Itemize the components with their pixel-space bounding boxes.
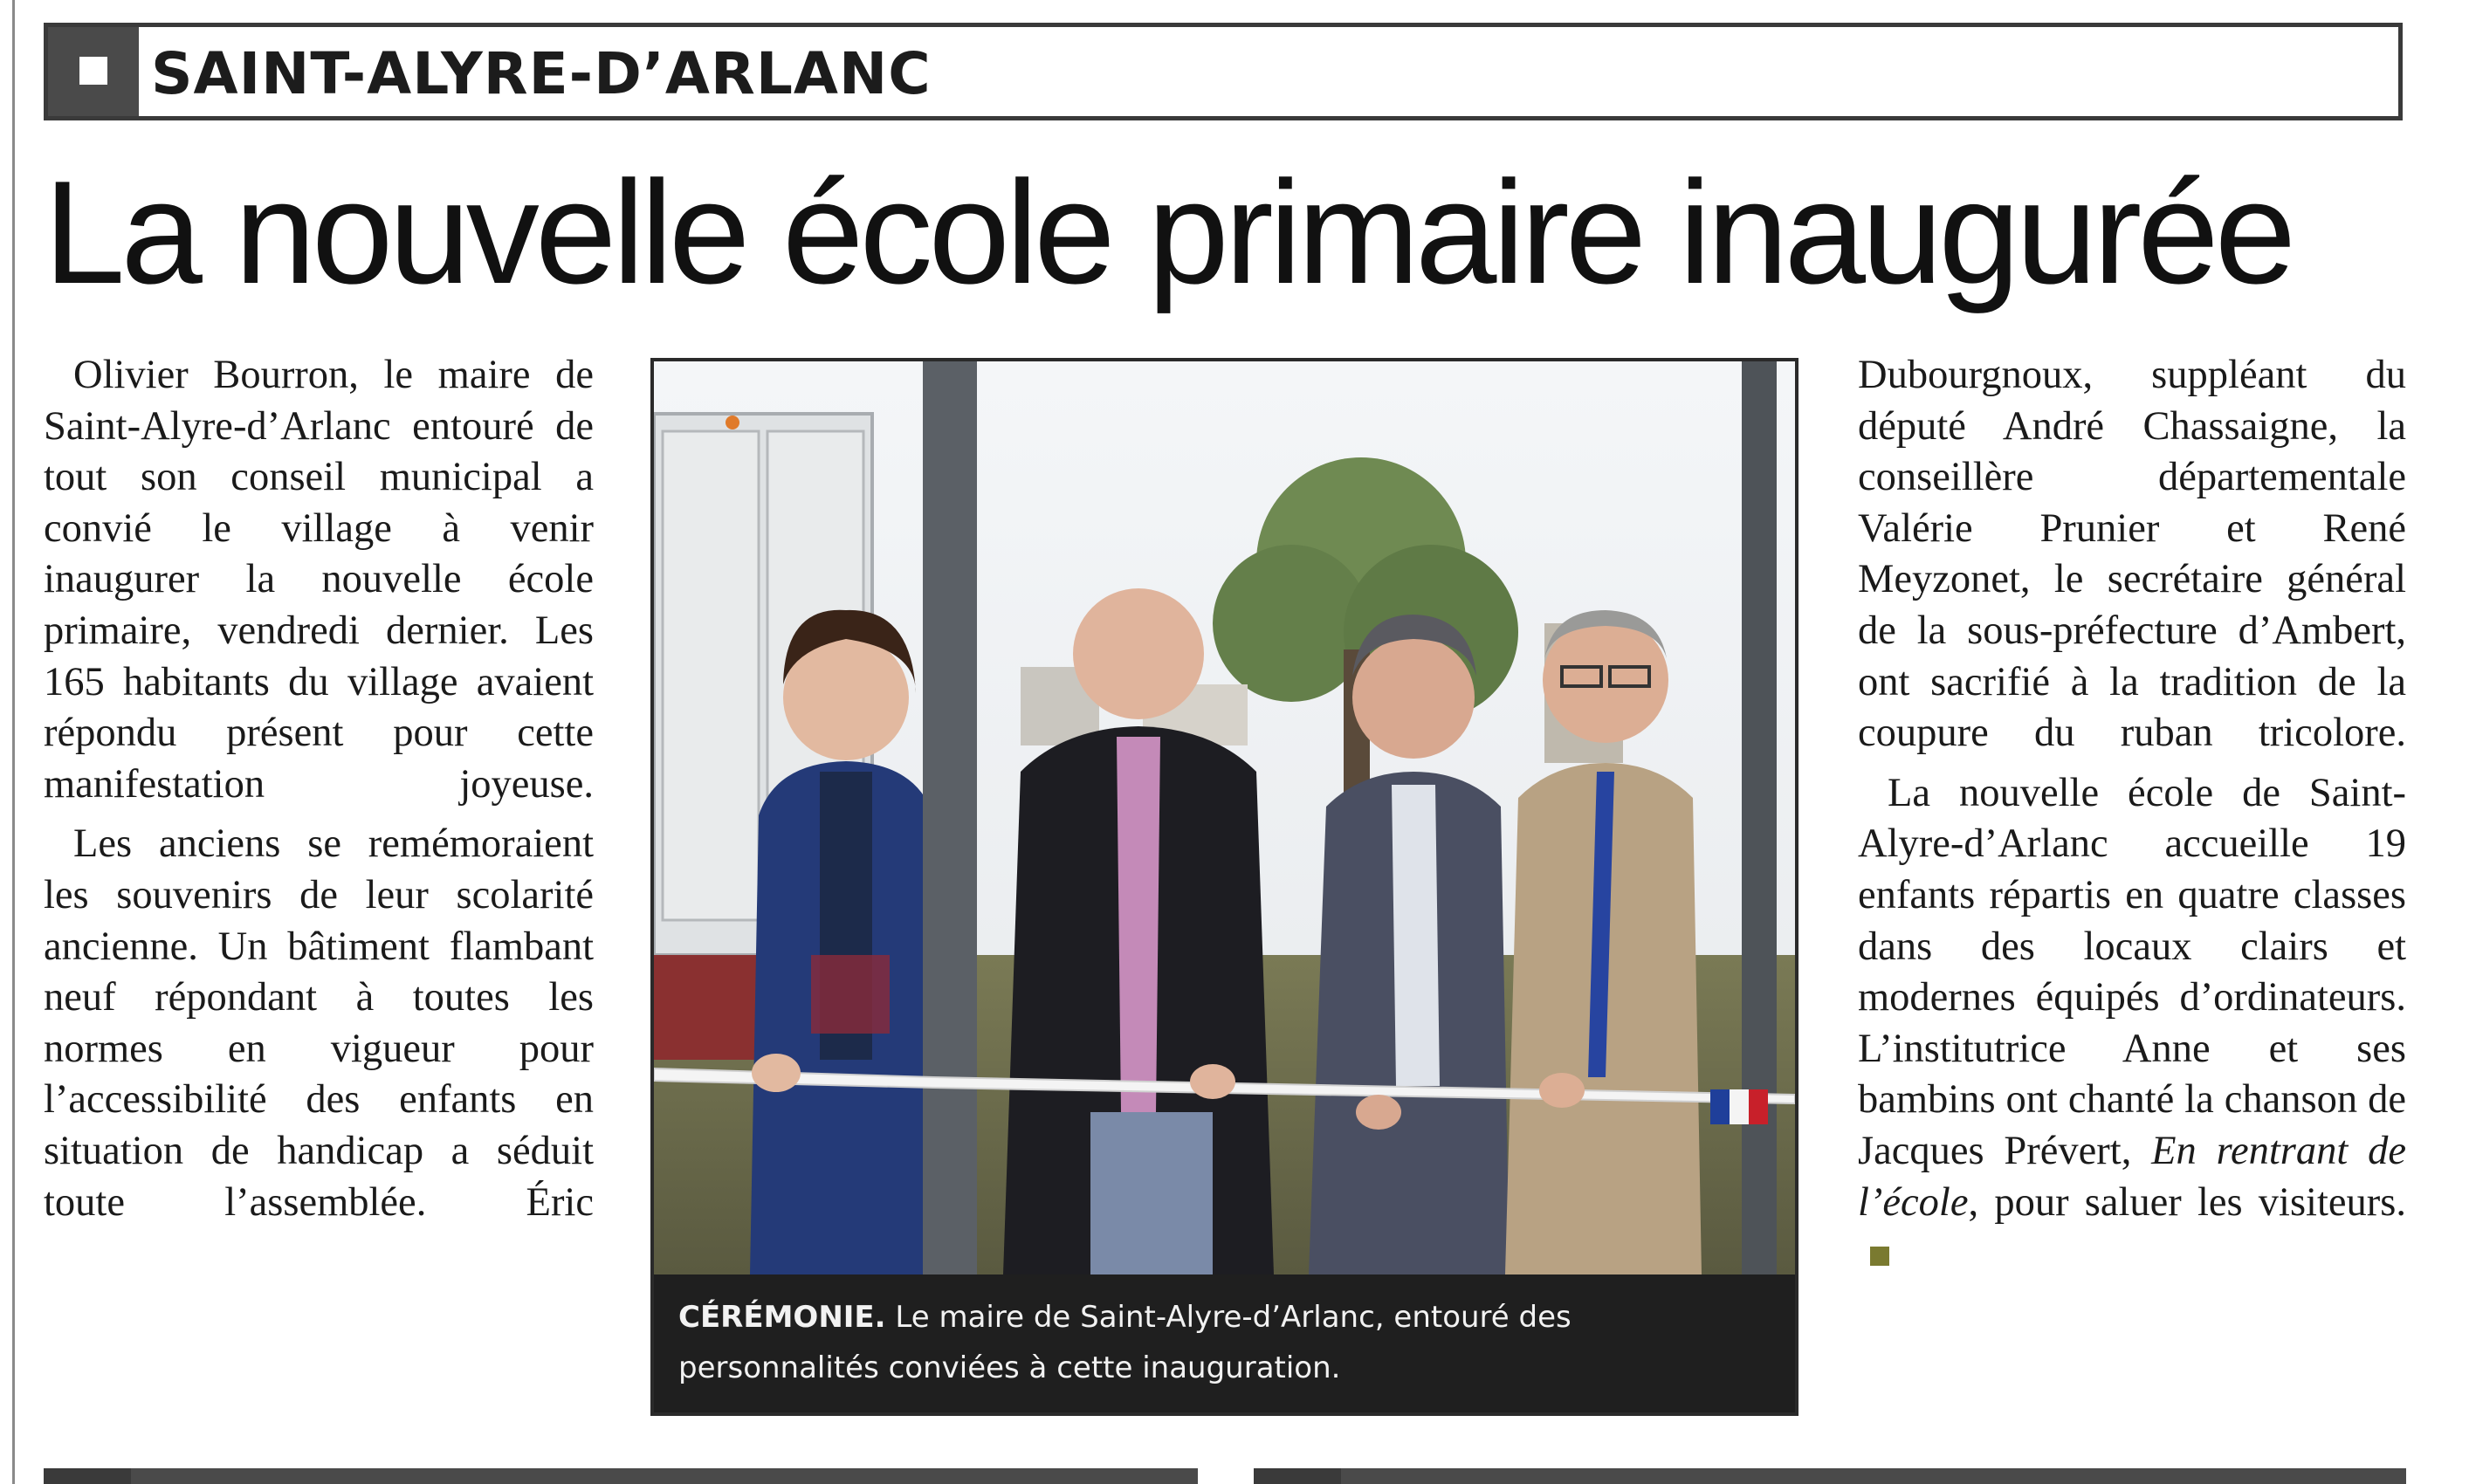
section-kicker: SAINT-ALYRE-D’ARLANC xyxy=(151,40,932,107)
next-article-square-right xyxy=(1254,1468,1341,1484)
next-article-bar-right xyxy=(1254,1468,2406,1484)
next-article-square-left xyxy=(44,1468,131,1484)
photo-caption xyxy=(654,1274,1795,1412)
paragraph-4-end: , pour saluer les visiteurs. xyxy=(1968,1179,2406,1225)
article-column-right xyxy=(1858,350,2406,1280)
article-headline: La nouvelle école primaire inaugurée xyxy=(44,150,2293,314)
paragraph-2: Les anciens se remémoraient les souvenirs de leur scolarité ancienne. Un bâtiment flambant neuf répondant à toutes les normes en vigueur pour l’accessibilité des enfants en situation de handicap a séduit toute l’assemblée. Éric xyxy=(44,821,594,1225)
paragraph-4 xyxy=(1858,768,2406,1280)
left-margin-rule xyxy=(12,0,15,1484)
song-title: En rentrant de l’école xyxy=(1858,1128,2406,1225)
kicker-square-inner xyxy=(79,57,107,85)
article-photo xyxy=(650,358,1798,1416)
paragraph-4-text: La nouvelle école de Saint-Alyre-d’Arlanc accueille 19 enfants répartis en quatre classes dans des locaux clairs et modernes équipés d’ordinateurs. L’institutrice Anne et ses bambins ont chanté la chanson de Jacques Prévert, xyxy=(1858,770,2406,1173)
caption-label: CÉRÉMONIE. xyxy=(678,1300,886,1335)
paragraph-1: Olivier Bourron, le maire de Saint-Alyre-d’Arlanc entouré de tout son conseil municipal a convié le village à venir inaugurer la nouvelle école primaire, vendredi dernier. Les 165 habitants du village avaient répondu présent pour cette manifestation joyeuse. xyxy=(44,353,594,807)
caption-text: Le maire de Saint-Alyre-d’Arlanc, entouré des personnalités conviées à cette inauguration. xyxy=(678,1300,1571,1385)
next-article-bar-left xyxy=(44,1468,1198,1484)
ceremony-photo-illustration xyxy=(654,361,1795,1274)
article-column-left xyxy=(44,350,594,1228)
paragraph-3: Dubourgnoux, suppléant du député André Chassaigne, la conseillère départementale Valérie Prunier et René Meyzonet, le secrétaire général de la sous-préfecture d’Ambert, ont sacrifié à la tradition de la coupure du ruban tricolore. xyxy=(1858,353,2406,756)
section-kicker-box xyxy=(44,23,2403,120)
end-of-article-square-icon xyxy=(1870,1247,1889,1266)
kicker-square-icon xyxy=(48,27,139,116)
